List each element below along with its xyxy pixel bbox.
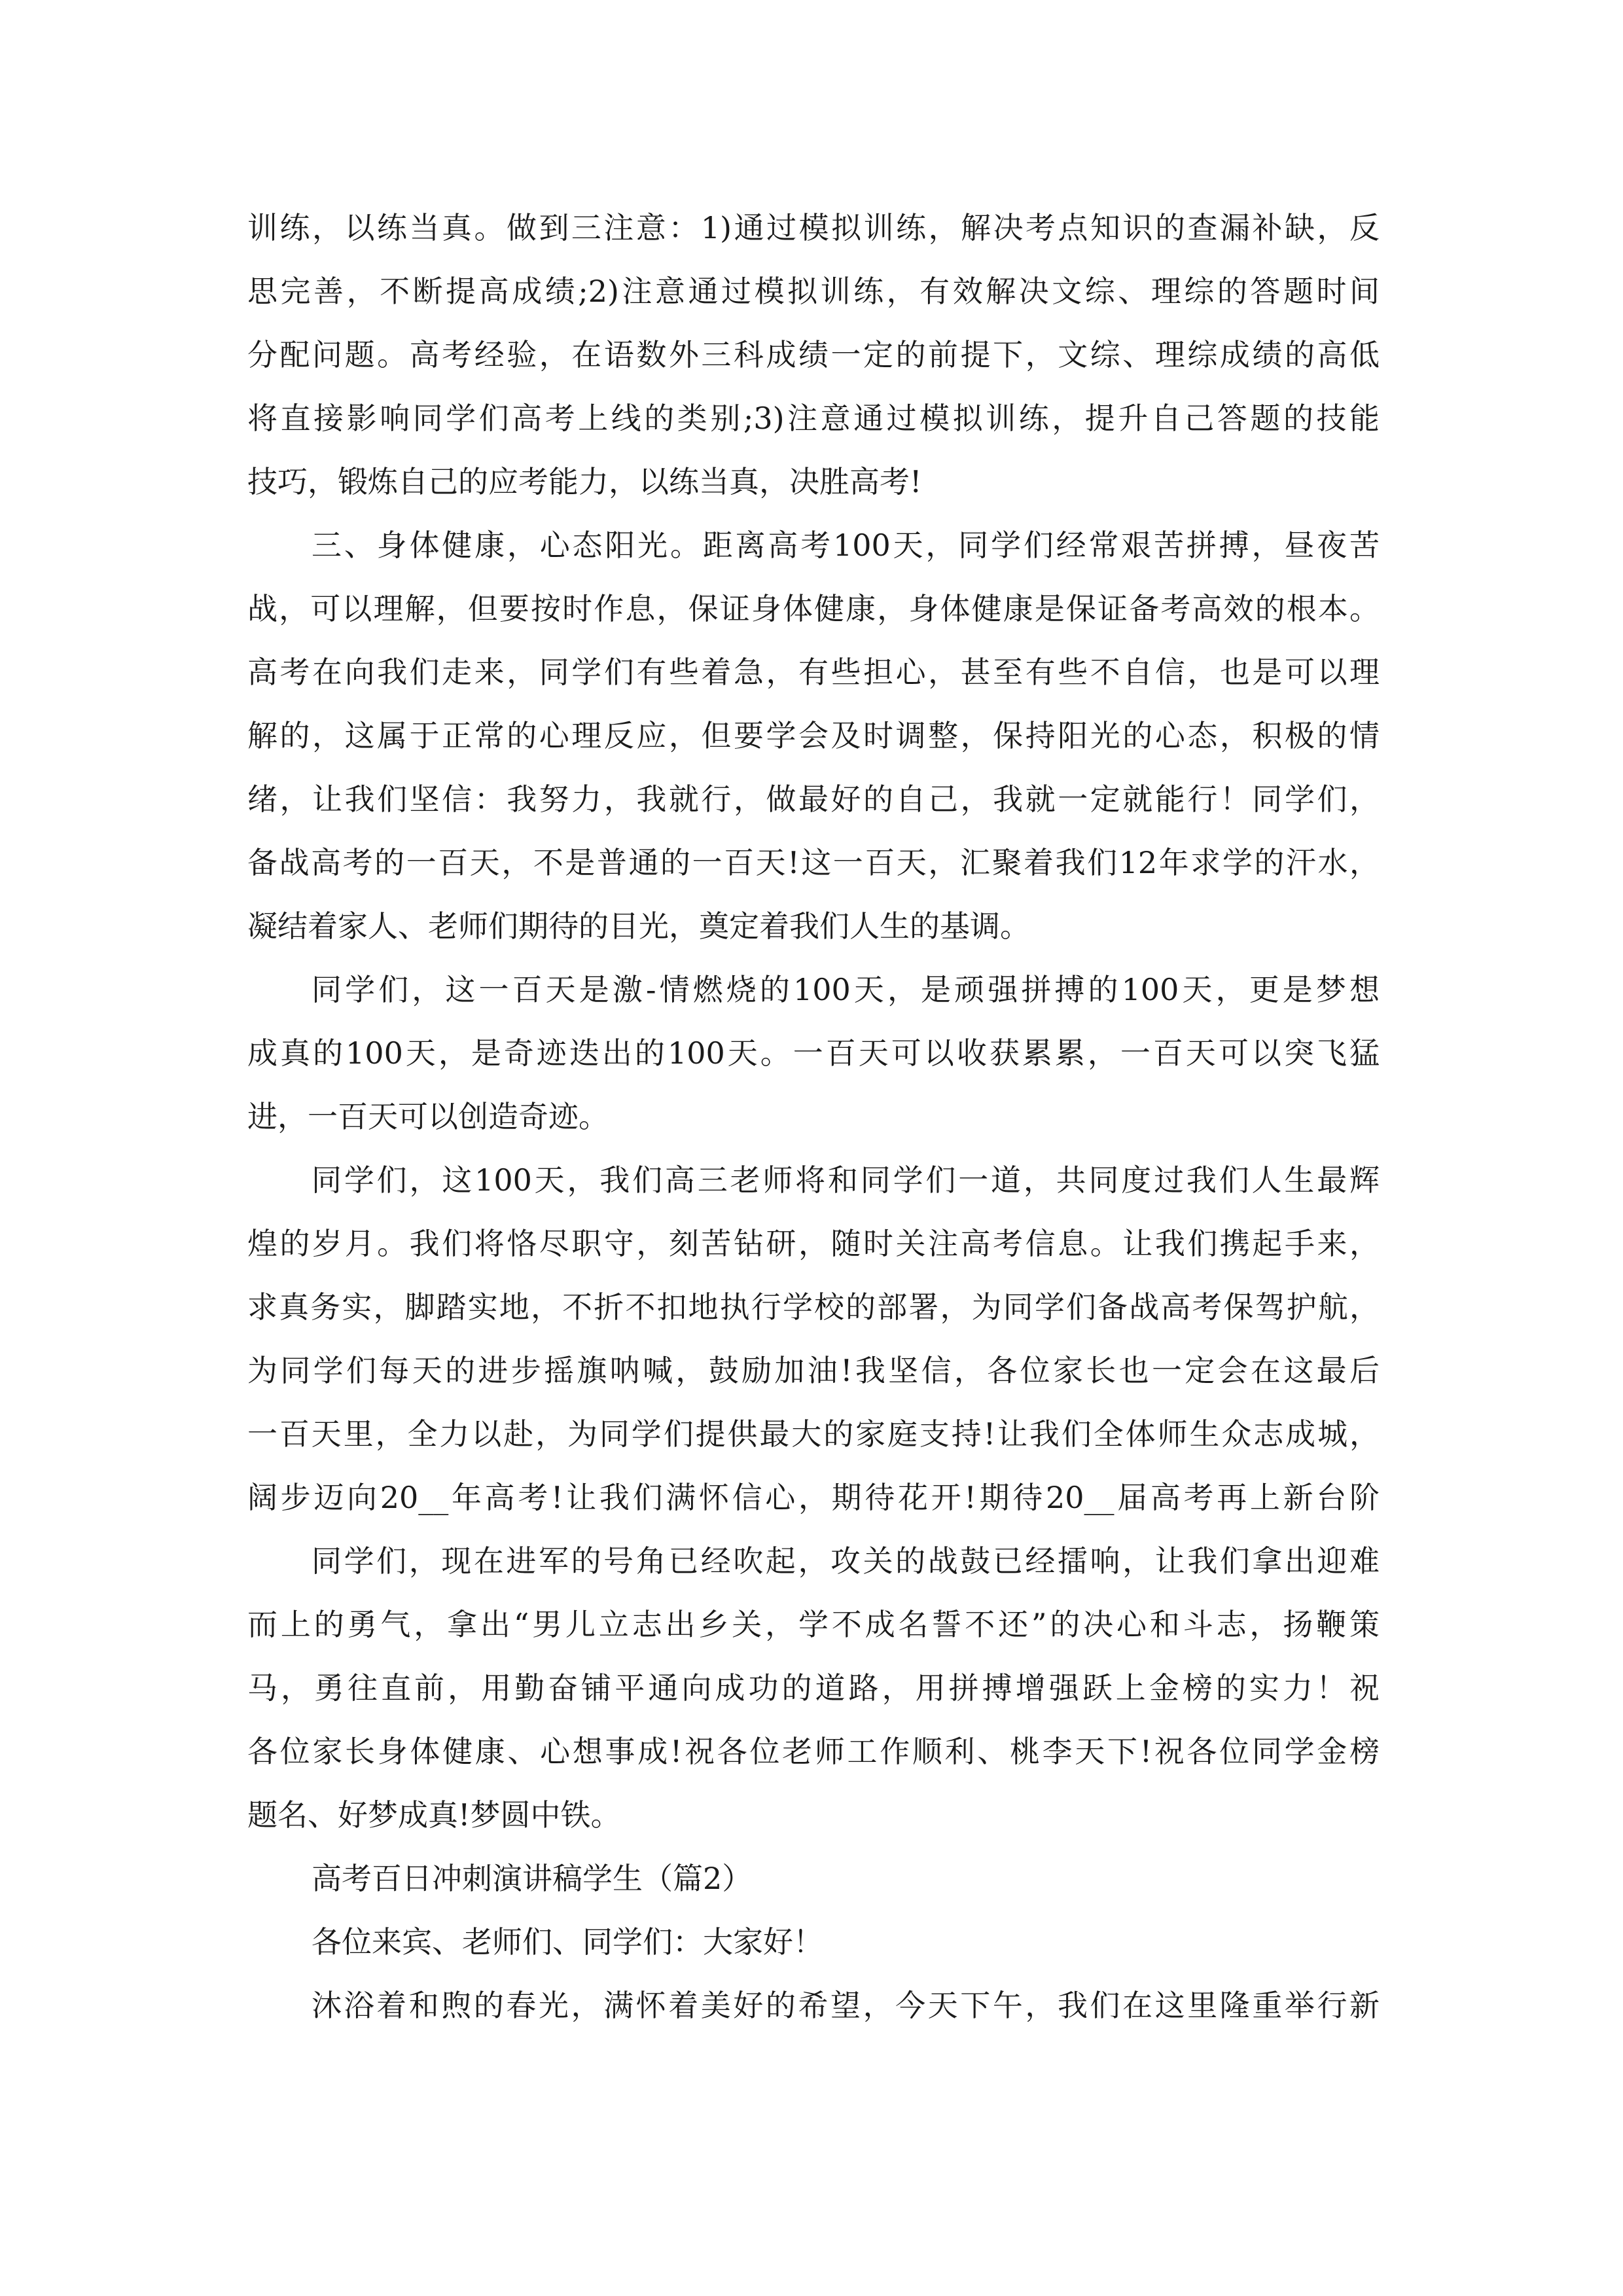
text-line: 为同学们每天的进步摇旗呐喊，鼓励加油!我坚信，各位家长也一定会在这最后 [247, 1353, 1380, 1388]
text-line: 凝结着家人、老师们期待的目光，奠定着我们人生的基调。 [247, 908, 1030, 944]
text-line: 沐浴着和煦的春光，满怀着美好的希望，今天下午，我们在这里隆重举行新 [312, 1988, 1380, 2023]
text-line: 高考在向我们走来，同学们有些着急，有些担心，甚至有些不自信，也是可以理 [247, 655, 1380, 690]
text-line: 同学们，这100天，我们高三老师将和同学们一道，共同度过我们人生最辉 [312, 1162, 1380, 1198]
text-line: 战，可以理解，但要按时作息，保证身体健康，身体健康是保证备考高效的根本。 [247, 591, 1380, 626]
text-line: 煌的岁月。我们将恪尽职守，刻苦钻研，随时关注高考信息。让我们携起手来， [247, 1226, 1380, 1261]
text-line: 题名、好梦成真!梦圆中铁。 [247, 1797, 621, 1833]
text-line: 各位家长身体健康、心想事成!祝各位老师工作顺利、桃李天下!祝各位同学金榜 [247, 1734, 1380, 1769]
text-line: 将直接影响同学们高考上线的类别;3)注意通过模拟训练，提升自己答题的技能 [247, 401, 1380, 436]
text-line: 同学们，这一百天是激-情燃烧的100天，是顽强拼搏的100天，更是梦想 [312, 972, 1380, 1007]
text-line: 成真的100天，是奇迹迭出的100天。一百天可以收获累累，一百天可以突飞猛 [247, 1035, 1380, 1071]
text-line: 高考百日冲刺演讲稿学生（篇2） [312, 1861, 753, 1896]
text-line: 进，一百天可以创造奇迹。 [247, 1099, 609, 1134]
text-line: 绪，让我们坚信：我努力，我就行，做最好的自己，我就一定就能行！同学们， [247, 781, 1380, 817]
text-line: 一百天里，全力以赴，为同学们提供最大的家庭支持!让我们全体师生众志成城， [247, 1416, 1380, 1452]
text-line: 同学们，现在进军的号角已经吹起，攻关的战鼓已经擂响，让我们拿出迎难 [312, 1543, 1380, 1579]
text-line: 而上的勇气，拿出“男儿立志出乡关，学不成名誓不还”的决心和斗志，扬鞭策 [247, 1607, 1380, 1642]
text-line: 解的，这属于正常的心理反应，但要学会及时调整，保持阳光的心态，积极的情 [247, 718, 1380, 753]
document-body [247, 196, 1380, 2037]
text-line: 求真务实，脚踏实地，不折不扣地执行学校的部署，为同学们备战高考保驾护航， [247, 1289, 1380, 1325]
text-line: 思完善，不断提高成绩;2)注意通过模拟训练，有效解决文综、理综的答题时间 [247, 274, 1380, 309]
text-line: 分配问题。高考经验，在语数外三科成绩一定的前提下，文综、理综成绩的高低 [247, 337, 1380, 372]
text-line: 各位来宾、老师们、同学们：大家好！ [312, 1924, 823, 1960]
text-line: 三、身体健康，心态阳光。距离高考100天，同学们经常艰苦拼搏，昼夜苦 [312, 528, 1380, 563]
text-line: 马，勇往直前，用勤奋铺平通向成功的道路，用拼搏增强跃上金榜的实力！祝 [247, 1670, 1380, 1706]
text-line: 备战高考的一百天，不是普通的一百天!这一百天，汇聚着我们12年求学的汗水， [247, 845, 1380, 880]
text-line: 训练，以练当真。做到三注意：1)通过模拟训练，解决考点知识的查漏补缺，反 [247, 210, 1380, 245]
text-line: 阔步迈向20__年高考!让我们满怀信心，期待花开!期待20__届高考再上新台阶 [247, 1480, 1380, 1515]
text-line: 技巧，锻炼自己的应考能力，以练当真，决胜高考! [247, 464, 922, 499]
